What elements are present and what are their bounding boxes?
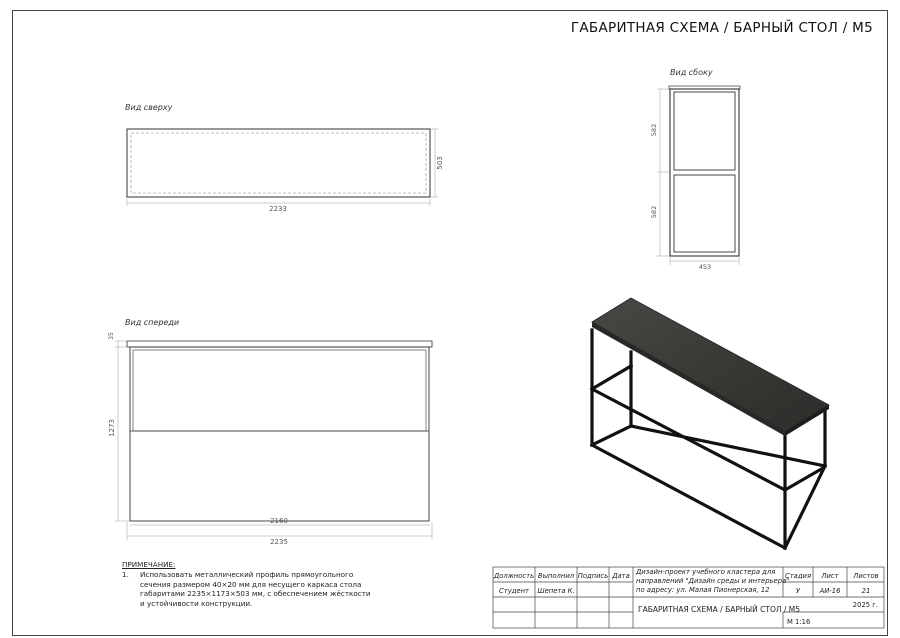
- top-view: [127, 129, 438, 206]
- tb-stage: У: [795, 587, 801, 595]
- side-width-dimension: 453: [698, 263, 712, 271]
- tb-col-date: Дата: [612, 572, 630, 580]
- side-frame-lower: [674, 175, 735, 252]
- front-frame-outer: [130, 347, 429, 521]
- front-inner-dimension: 2160: [270, 517, 288, 525]
- tb-year: 2025 г.: [852, 601, 878, 609]
- side-lower-dimension: 582: [650, 205, 658, 219]
- top-view-outline: [127, 129, 430, 197]
- side-frame-outer: [670, 89, 739, 256]
- tb-scale: М 1:16: [787, 618, 811, 626]
- tb-project-line-3: по адресу: ул. Малая Пионерская, 12: [636, 586, 770, 594]
- tb-col-done: Выполнил: [537, 572, 575, 580]
- front-tabletop: [127, 341, 432, 347]
- front-view-label: Вид спереди: [125, 318, 180, 327]
- tb-author: Шепета К.: [537, 587, 575, 595]
- tb-role: Студент: [498, 587, 530, 595]
- note-item: [122, 570, 372, 609]
- note-item-text: Использовать металлический профиль прямоугольного сечения размером 40×20 мм для несущего каркаса стола габаритами 2235×1173×503 мм, с обеспечением жёсткости и устойчивости конструкции.: [140, 569, 371, 609]
- front-top-thickness-dimension: 35: [108, 332, 115, 340]
- isometric-tabletop: [592, 298, 829, 432]
- side-upper-dimension: 582: [650, 123, 658, 137]
- isometric-view: [592, 298, 829, 548]
- note-heading: ПРИМЕЧАНИЕ:: [122, 560, 176, 569]
- side-view: [657, 86, 740, 265]
- tb-sheets-label: Листов: [853, 572, 879, 580]
- sheet-title: ГАБАРИТНАЯ СХЕМА / БАРНЫЙ СТОЛ / М5: [570, 20, 873, 36]
- front-view: [115, 341, 432, 540]
- tb-stage-label: Стадия: [784, 572, 812, 580]
- front-length-dimension: 2235: [270, 538, 288, 546]
- front-height-dimension: 1273: [108, 419, 116, 437]
- tb-sheets: 21: [861, 587, 871, 595]
- side-frame-upper: [674, 92, 735, 170]
- tb-project-line-2: направлений "Дизайн среды и интерьера": [636, 577, 790, 585]
- top-depth-dimension: 503: [436, 156, 444, 170]
- front-frame-upper-panel: [133, 350, 426, 431]
- side-view-label: Вид сбоку: [670, 68, 713, 77]
- tb-sheet-label: Лист: [821, 572, 839, 580]
- note-item-number: 1.: [122, 569, 129, 579]
- top-length-dimension: 2233: [269, 205, 287, 213]
- tb-sheet: АИ-16: [819, 587, 841, 595]
- tb-col-signature: Подпись: [577, 572, 609, 580]
- tb-col-position: Должность: [493, 572, 535, 580]
- top-view-frame-hidden: [131, 133, 426, 193]
- tb-drawing-title: ГАБАРИТНАЯ СХЕМА / БАРНЫЙ СТОЛ / М5: [638, 605, 801, 614]
- note-block: [122, 560, 372, 609]
- top-view-label: Вид сверху: [125, 103, 173, 112]
- tb-project-line-1: Дизайн-проект учебного кластера для: [636, 568, 776, 576]
